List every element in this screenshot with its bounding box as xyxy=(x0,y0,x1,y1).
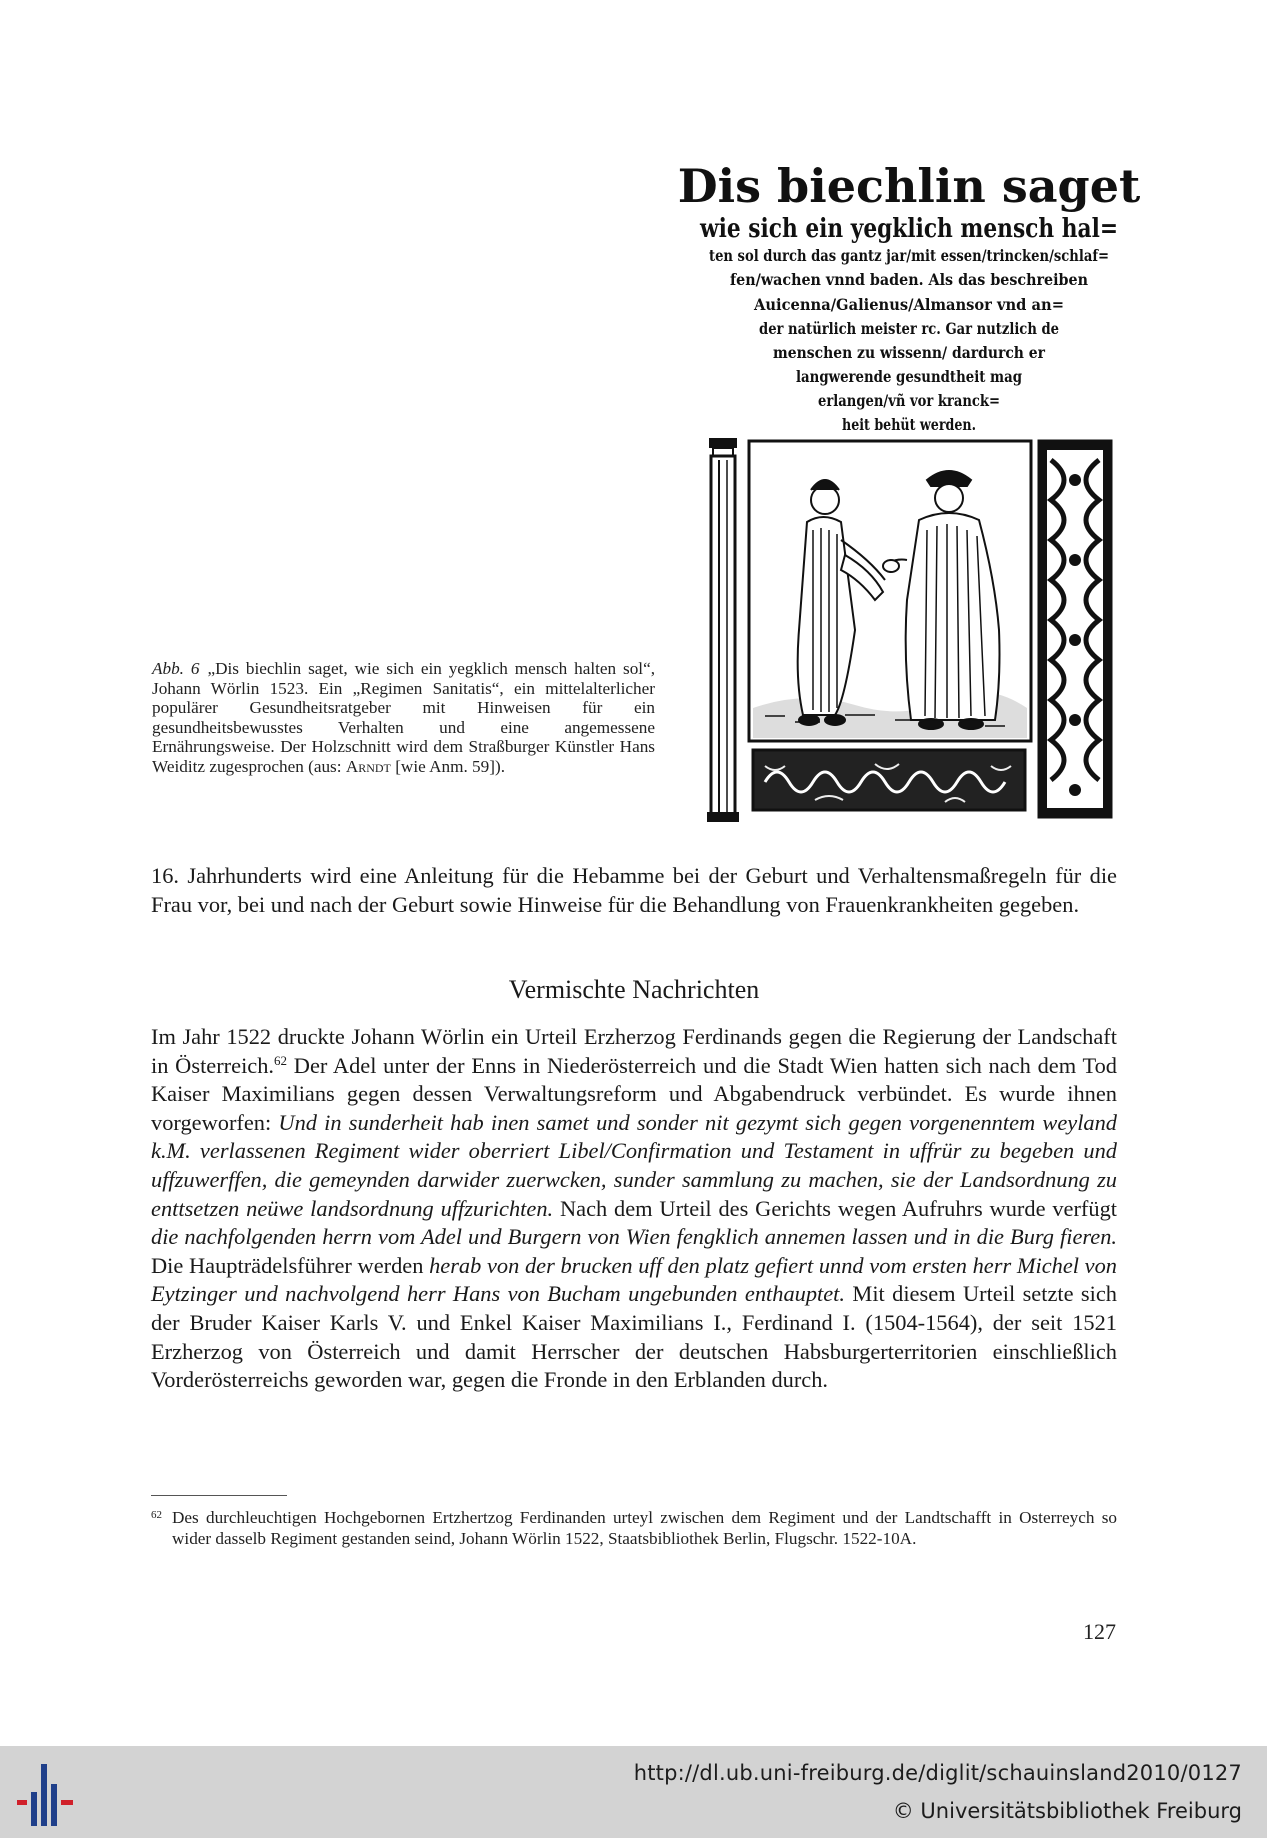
woodcut-illustration xyxy=(677,159,1141,826)
footnote-divider xyxy=(151,1495,287,1496)
footnote-number: 62 xyxy=(151,1509,162,1521)
section-heading: Vermischte Nachrichten xyxy=(508,975,760,1004)
woodcut-title-line: menschen zu wissenn/ dardurch er xyxy=(773,343,1046,362)
caption-reference: [wie Anm. 59]). xyxy=(395,756,505,776)
paragraph-text: Der Adel unter der Enns in Niederösterreich und die Stadt Wien hatten sich nach dem Tod Kaiser Maximilians gegen dessen Verwaltungsreform und Abgabendruck verbündet. Es wurde ihnen vorgeworfen: xyxy=(151,1052,1117,1135)
woodcut-title-line: langwerende gesundtheit mag xyxy=(796,367,1022,386)
page-number: 127 xyxy=(1083,1619,1116,1644)
woodcut-left-column xyxy=(707,438,739,822)
footer-url-link[interactable]: http://dl.ub.uni-freiburg.de/diglit/schauinsland2010/0127 xyxy=(633,1761,1242,1785)
footnote xyxy=(151,1505,1117,1549)
caption-text: „Dis biechlin saget, wie sich ein yegklich mensch halten sol“, Johann Wörlin 1523. Ein „Regimen Sanitatis“, ein mittelalterlicher populärer Gesundheitsratgeber mit Hinweisen für ein gesundheitsbewusstes Verhalten und eine angemessene Ernährungsweise. Der Holzschnitt wird dem Straßburger Künstler Hans Weiditz zugesprochen (aus: xyxy=(152,659,656,776)
figure-caption xyxy=(152,659,655,777)
footnote-reference: 62 xyxy=(274,1052,288,1068)
paragraph-text: Im Jahr 1522 druckte Johann Wörlin ein Urteil Erzherzog Ferdinands gegen die Regierung der Landschaft in Österreich. xyxy=(151,1024,1117,1078)
quotation: herab von der brucken uff den platz gefiert unnd vom ersten herr Michel von Eytzinger und nachvolgend herr Hans von Bucham ungebunden enthauptet. xyxy=(151,1252,1117,1307)
woodcut-scene xyxy=(749,441,1031,741)
woodcut-title-line: der natürlich meister rc. Gar nutzlich de xyxy=(759,319,1059,338)
quotation: Und in sunderheit hab inen samet und sonder nit gezymt sich gegen vorgenenntem weyland k.M. verlassenen Regiment wider oberriert Libel/Confirmation und Testament in uffrür zu begeben und uffzuwerffen, die gemeynden darwider zuerwcken, sunder sammlung zu machen, sie der Landsordnung zu enttsetzen neüwe landsordnung uffzurichten. xyxy=(151,1109,1117,1221)
paragraph-text: Die Haupträdelsführer werden xyxy=(151,1252,430,1278)
paragraph-main xyxy=(151,1023,1117,1395)
woodcut-title-line: Auicenna/Galienus/Almansor vnd an= xyxy=(753,295,1064,314)
paragraph-text: Mit diesem Urteil setzte sich der Bruder Kaiser Karls V. und Enkel Kaiser Maximilians I., Ferdinand I. (1504-1564), der seit 1521 Erzherzog von Österreich und damit Herrscher der deutschen Habsburgerterritorien einschließlich Vorderösterreichs geworden war, gegen die Fronde in den Erblanden durch. xyxy=(151,1281,1118,1393)
paragraph-continuation: 16. Jahrhunderts wird eine Anleitung für die Hebamme bei der Geburt und Verhaltensmaßregeln für die Frau vor, bei und nach der Geburt sowie Hinweise für die Behandlung von Frauenkrankheiten gegeben. xyxy=(151,863,1117,917)
footer-bar xyxy=(0,1746,1267,1838)
woodcut-title-line: Dis biechlin saget xyxy=(677,159,1141,213)
woodcut-title-line: wie sich ein yegklich mensch hal= xyxy=(699,214,1118,244)
caption-author: Arndt xyxy=(345,756,391,776)
quotation: die nachfolgenden herrn vom Adel und Burgern von Wien fengklich annemen lassen und in die Burg fieren. xyxy=(151,1224,1117,1250)
ub-freiburg-logo-icon xyxy=(15,1762,81,1828)
woodcut-title-line: fen/wachen vnnd baden. Als das beschreiben xyxy=(730,270,1089,289)
caption-label: Abb. 6 xyxy=(152,659,200,678)
footer-copyright: © Universitätsbibliothek Freiburg xyxy=(892,1799,1242,1823)
woodcut-frieze xyxy=(753,750,1025,810)
woodcut-right-column xyxy=(1039,441,1111,817)
woodcut-title-line: heit behüt werden. xyxy=(842,415,976,434)
footnote-text: Des durchleuchtigen Hochgebornen Ertzhertzog Ferdinanden urteyl zwischen dem Regiment und der Landtschafft in Osterreych so wider dasselb Regiment gestanden seind, Johann Wörlin 1522, Staatsbibliothek Berlin, Flugschr. 1522-10A. xyxy=(172,1508,1117,1548)
woodcut-title-line: ten sol durch das gantz jar/mit essen/trincken/schlaf= xyxy=(709,246,1109,265)
paragraph-text: Nach dem Urteil des Gerichts wegen Aufruhrs wurde verfügt xyxy=(553,1195,1117,1221)
woodcut-title-line: erlangen/vñ vor kranck= xyxy=(818,391,1000,410)
